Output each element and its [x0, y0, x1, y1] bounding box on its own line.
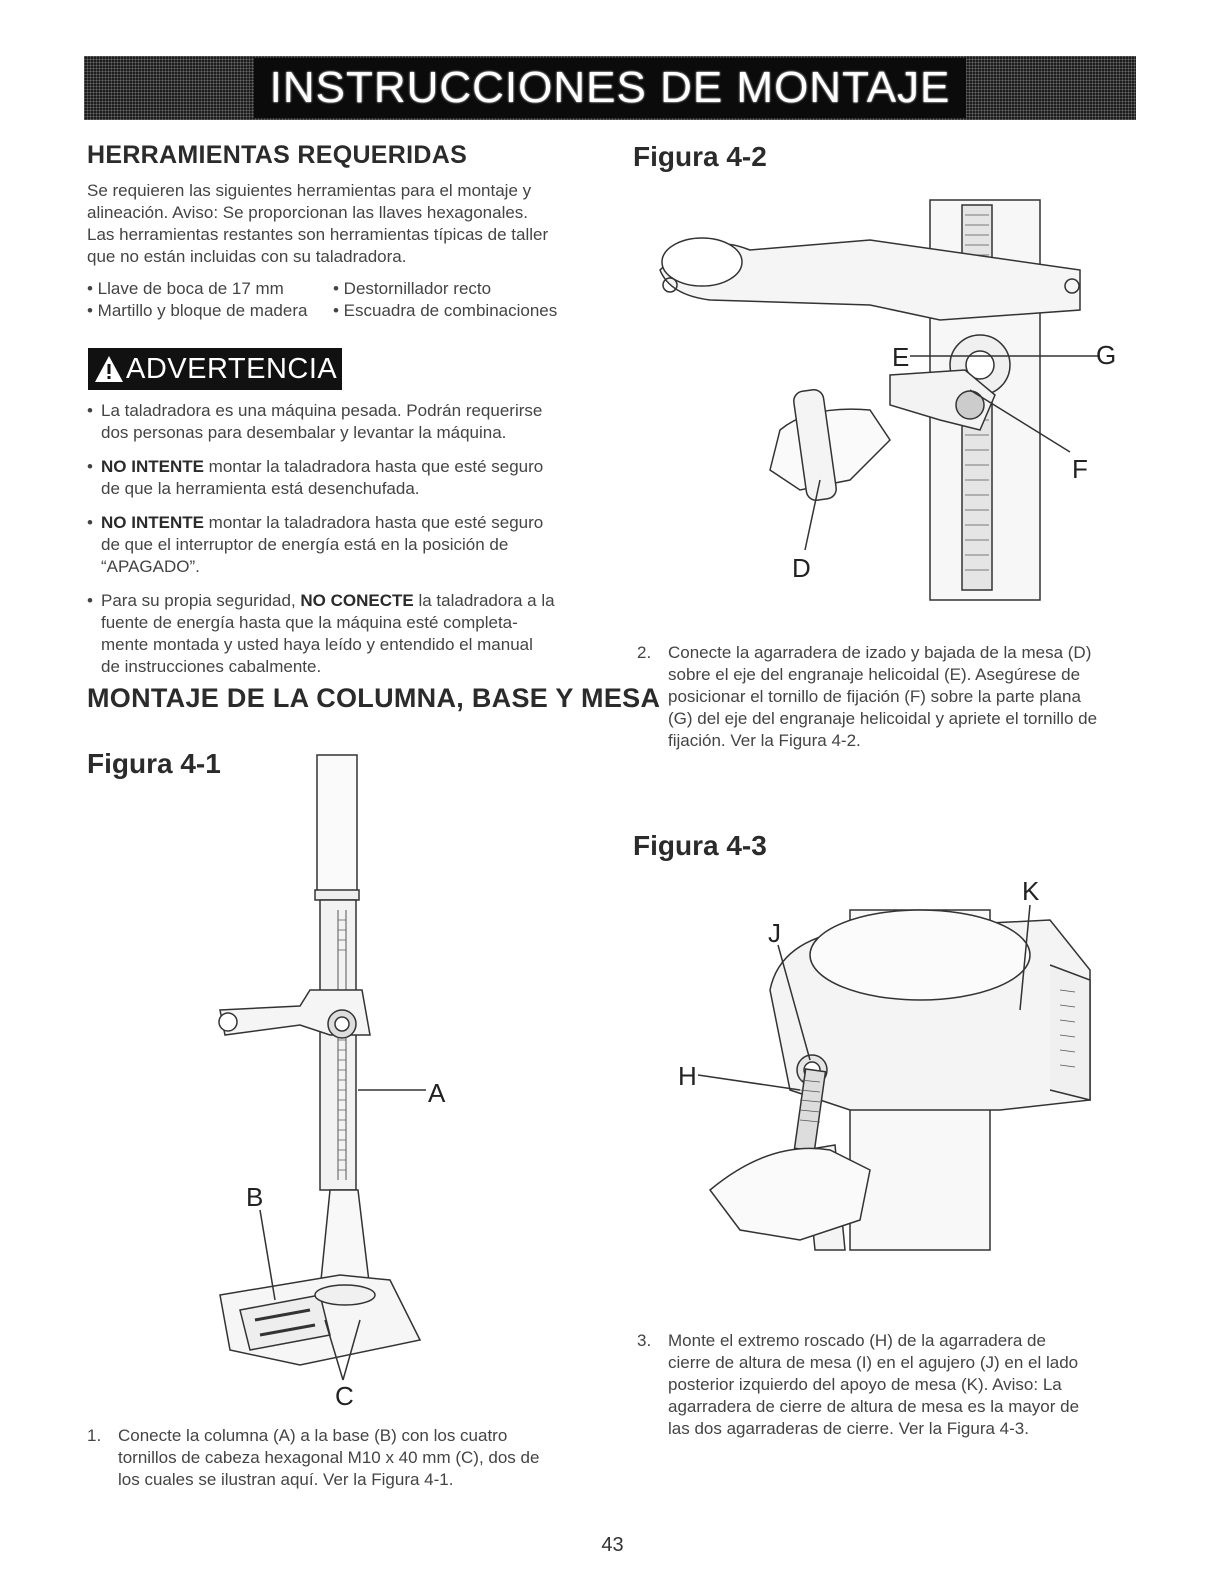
step-line: agarradera de cierre de altura de mesa es la mayor de	[668, 1397, 1080, 1416]
figure-4-1-title: Figura 4-1	[87, 748, 221, 779]
warning-line: fuente de energía hasta que la máquina esté completa-	[101, 613, 518, 632]
figure-4-2-title: Figura 4-2	[633, 141, 767, 172]
step-text	[118, 1425, 539, 1491]
tools-intro-line: Las herramientas restantes son herramientas típicas de taller	[87, 225, 549, 244]
figure-callout-e: E	[892, 342, 910, 372]
step-line: Monte el extremo roscado (H) de la agarradera de	[668, 1331, 1046, 1350]
tool-item: • Martillo y bloque de madera	[87, 301, 308, 320]
step-line: las dos agarraderas de cierre. Ver la Figura 4-3.	[668, 1419, 1029, 1438]
warning-line: de que el interruptor de energía está en la posición de	[101, 535, 509, 554]
figure-callout-c: C	[335, 1381, 354, 1411]
tools-intro	[87, 180, 548, 268]
tool-item: • Destornillador recto	[333, 279, 492, 298]
tool-list-col-2	[333, 278, 557, 322]
step-1	[87, 1425, 587, 1495]
warning-line: de que la herramienta está desenchufada.	[101, 479, 420, 498]
figure-4-3-title: Figura 4-3	[633, 830, 767, 861]
warning-line: de instrucciones cabalmente.	[101, 657, 322, 676]
step-line: los cuales se ilustran aquí. Ver la Figura 4-1.	[118, 1470, 454, 1489]
warning-emphasis: NO INTENTE	[101, 513, 204, 532]
warning-line: dos personas para desembalar y levantar la máquina.	[101, 423, 507, 442]
warning-line-rest: montar la taladradora hasta que esté seguro	[203, 457, 544, 476]
tool-list-col-1	[87, 278, 307, 322]
warning-label: ADVERTENCIA	[126, 352, 338, 385]
step-number: 3.	[637, 1331, 652, 1350]
warning-line-rest: montar la taladradora hasta que esté seguro	[203, 513, 544, 532]
figure-4-3-drawing	[650, 870, 1120, 1260]
warning-badge	[88, 348, 342, 390]
tools-intro-line: Se requieren las siguientes herramientas para el montaje y	[87, 181, 532, 200]
step-line: Conecte la agarradera de izado y bajada de la mesa (D)	[668, 643, 1092, 662]
step-2	[637, 642, 1137, 762]
step-3	[637, 1330, 1137, 1450]
step-line: posicionar el tornillo de fijación (F) sobre la parte plana	[668, 687, 1081, 706]
figure-callout-f: F	[1072, 454, 1088, 484]
warning-line: “APAGADO”.	[101, 557, 200, 576]
warning-item	[87, 400, 587, 444]
step-line: tornillos de cabeza hexagonal M10 x 40 mm (C), dos de	[118, 1448, 540, 1467]
warning-list	[87, 400, 587, 690]
warning-line: • La taladradora es una máquina pesada. Podrán requerirse	[101, 401, 543, 420]
warning-item	[87, 512, 587, 578]
warning-line	[101, 456, 587, 478]
tools-heading: HERRAMIENTAS REQUERIDAS	[87, 141, 468, 169]
figure-callout-d: D	[792, 553, 811, 583]
step-line: posterior izquierdo del apoyo de mesa (K). Aviso: La	[668, 1375, 1062, 1394]
page-number: 43	[601, 1534, 624, 1556]
warning-line: mente montada y usted haya leído y entendido el manual	[101, 635, 533, 654]
warning-triangle-icon	[94, 354, 124, 384]
warning-line-pre: Para su propia seguridad,	[101, 591, 301, 610]
step-line: fijación. Ver la Figura 4-2.	[668, 731, 861, 750]
warning-item	[87, 590, 587, 678]
figure-callout-k: K	[1022, 876, 1040, 906]
step-line: (G) del eje del engranaje helicoidal y apriete el tornillo de	[668, 709, 1098, 728]
step-text	[668, 642, 1097, 752]
tool-item: • Llave de boca de 17 mm	[87, 279, 284, 298]
warning-emphasis: NO CONECTE	[300, 591, 414, 610]
figure-4-1-drawing	[180, 750, 500, 1411]
warning-line	[101, 590, 587, 612]
step-text	[668, 1330, 1079, 1440]
step-line: cierre de altura de mesa (I) en el agujero (J) en el lado	[668, 1353, 1079, 1372]
step-line: Conecte la columna (A) a la base (B) con los cuatro	[118, 1426, 508, 1445]
tools-intro-line: que no están incluidas con su taladradora.	[87, 247, 407, 266]
step-number: 1.	[87, 1426, 102, 1445]
tools-intro-line: alineación. Aviso: Se proporcionan las llaves hexagonales.	[87, 203, 529, 222]
step-number: 2.	[637, 643, 652, 662]
assembly-heading: MONTAJE DE LA COLUMNA, BASE Y MESA	[87, 683, 661, 713]
warning-line-rest: la taladradora a la	[413, 591, 555, 610]
warning-item	[87, 456, 587, 500]
warning-line	[101, 512, 587, 534]
figure-callout-h: H	[678, 1061, 697, 1091]
header-banner	[84, 56, 1136, 120]
figure-callout-a: A	[428, 1078, 446, 1108]
figure-callout-b: B	[246, 1182, 264, 1212]
page-title: INSTRUCCIONES DE MONTAJE	[254, 58, 967, 118]
tool-item: • Escuadra de combinaciones	[333, 301, 558, 320]
figure-4-2-drawing	[640, 190, 1117, 610]
figure-callout-g: G	[1096, 340, 1117, 370]
warning-emphasis: NO INTENTE	[101, 457, 204, 476]
figure-callout-j: J	[768, 918, 781, 948]
step-line: sobre el eje del engranaje helicoidal (E). Asegúrese de	[668, 665, 1081, 684]
